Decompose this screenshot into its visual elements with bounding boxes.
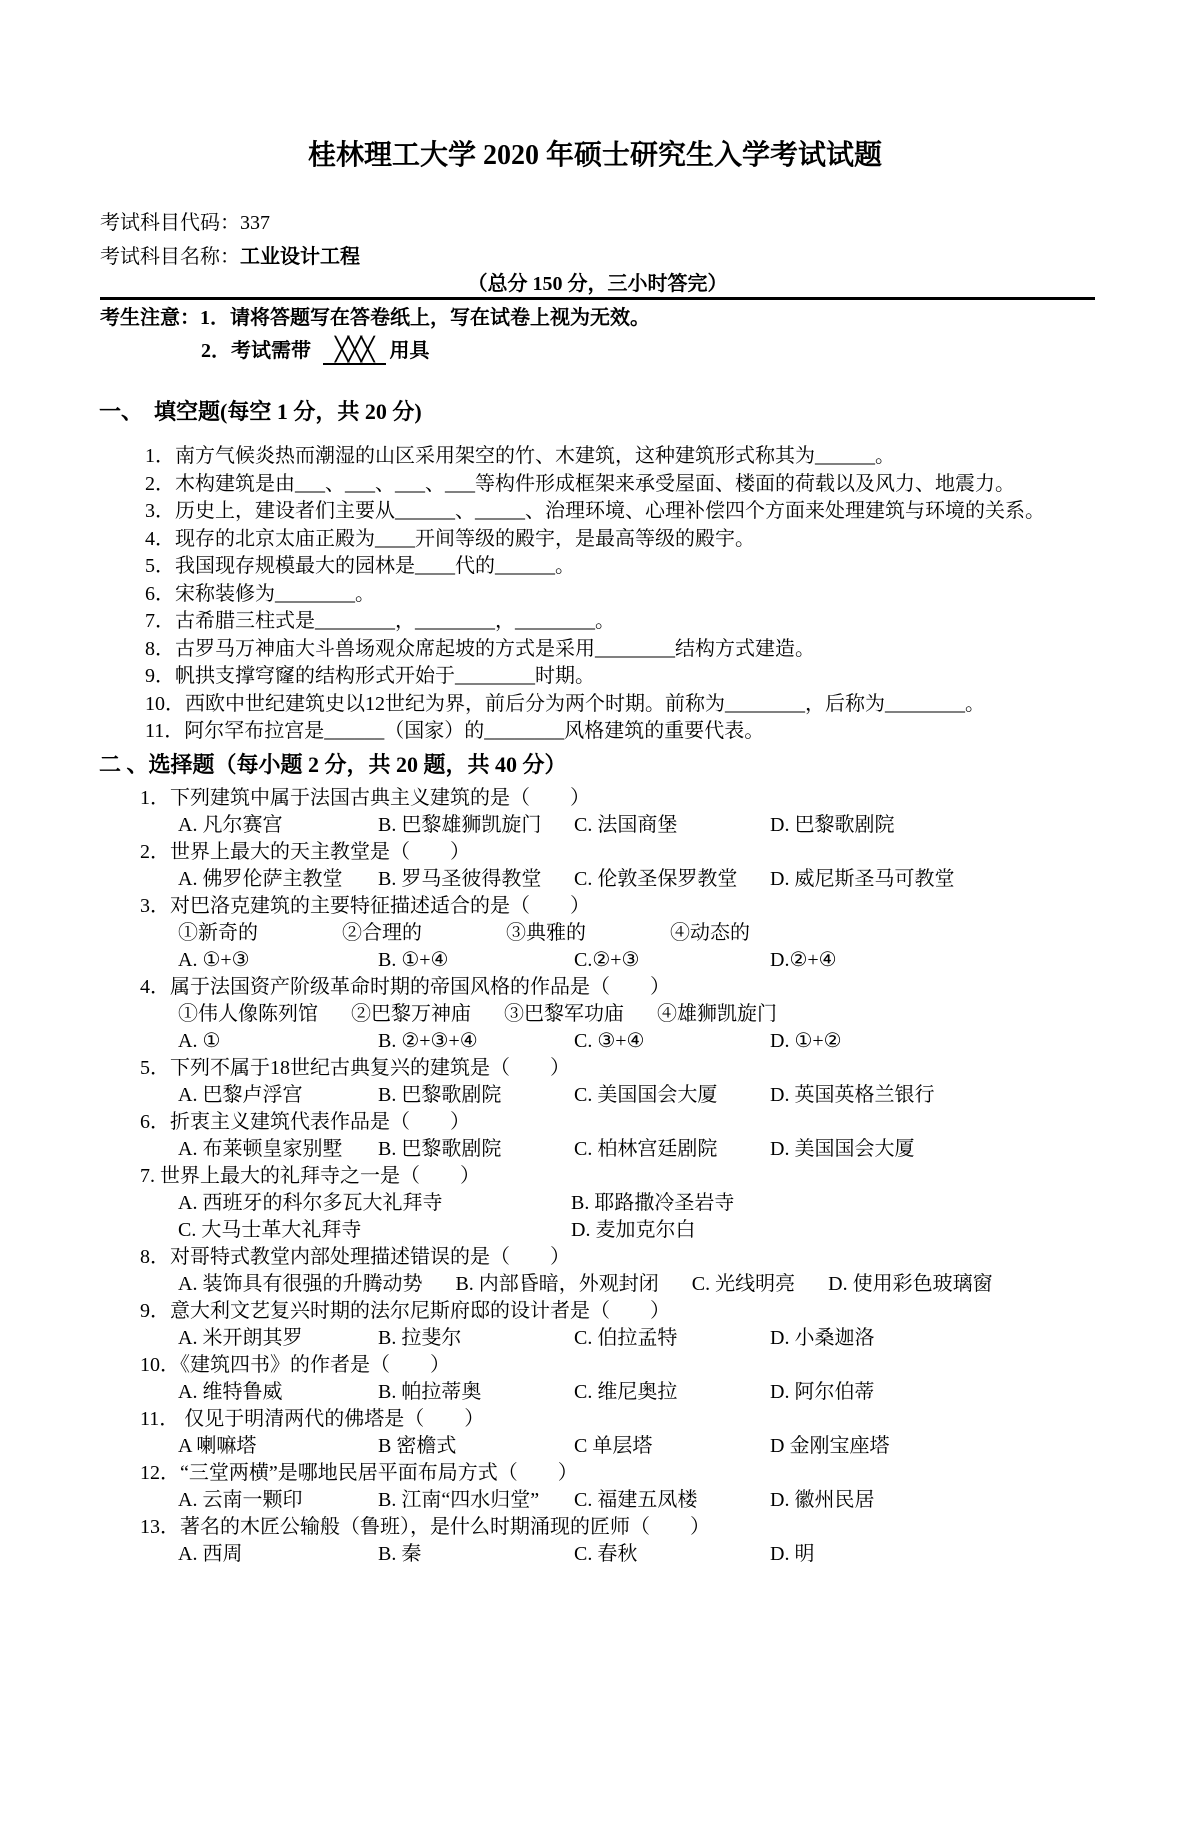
sub-option: ①伟人像陈列馆 [178, 1002, 318, 1025]
question-text: 5．下列不属于18世纪古典复兴的建筑是（ ） [140, 1056, 570, 1079]
question-options [178, 1379, 1190, 1406]
notice-2-prefix: 2．考试需带 [201, 340, 311, 362]
option: A. 维特鲁威 [178, 1380, 283, 1403]
subject-name-value: 工业设计工程 [240, 246, 360, 268]
option: D. 明 [770, 1542, 815, 1565]
notice-1-text: 1．请将答题写在答卷纸上，写在试卷上视为无效。 [200, 307, 650, 329]
option: B. 帕拉蒂奥 [378, 1380, 482, 1403]
sub-option: ①新奇的 [178, 921, 258, 944]
subject-code-label: 考试科目代码： [100, 212, 240, 234]
option: D. 小桑迦洛 [770, 1326, 875, 1349]
question-options [178, 866, 1190, 893]
option: B. 巴黎歌剧院 [378, 1137, 502, 1160]
fill-item: 4．现存的北京太庙正殿为____开间等级的殿宇，是最高等级的殿宇。 [145, 527, 755, 550]
subject-name-label: 考试科目名称： [100, 246, 240, 268]
question-text: 4．属于法国资产阶级革命时期的帝国风格的作品是（ ） [140, 975, 670, 998]
option: A. 云南一颗印 [178, 1488, 303, 1511]
notice-2-suffix: 用具 [389, 340, 430, 362]
option: C. 伦敦圣保罗教堂 [574, 867, 738, 890]
option: D. ①+② [770, 1029, 842, 1052]
question-text: 2．世界上最大的天主教堂是（ ） [140, 840, 470, 863]
fill-item: 8．古罗马万神庙大斗兽场观众席起坡的方式是采用________结构方式建造。 [145, 637, 815, 660]
page-title: 桂林理工大学 2020 年硕士研究生入学考试试题 [307, 140, 882, 171]
fill-item: 11．阿尔罕布拉宫是______（国家）的________风格建筑的重要代表。 [145, 720, 765, 742]
option: B. 罗马圣彼得教堂 [378, 867, 542, 890]
fill-item: 9．帆拱支撑穹窿的结构形式开始于________时期。 [145, 665, 595, 687]
option: C 单层塔 [574, 1434, 653, 1457]
option: B 密檐式 [378, 1434, 457, 1457]
option: C. 柏林宫廷剧院 [574, 1137, 718, 1160]
option: A. ① [178, 1029, 221, 1052]
option: C. ③+④ [574, 1029, 645, 1052]
question-text: 3．对巴洛克建筑的主要特征描述适合的是（ ） [140, 894, 590, 917]
sub-option: ④动态的 [670, 921, 750, 944]
fill-item: 10．西欧中世纪建筑史以12世纪为界，前后分为两个时期。前称为________，后称为________。 [145, 692, 985, 715]
sub-option: ③巴黎军功庙 [504, 1002, 624, 1025]
fill-items-list [145, 443, 1190, 746]
option: C. 光线明亮 [691, 1272, 796, 1295]
fill-item: 1．南方气候炎热而潮湿的山区采用架空的竹、木建筑，这种建筑形式称其为______。 [145, 445, 895, 467]
notice-line-2 [201, 337, 1190, 365]
option: C. 伯拉孟特 [574, 1326, 678, 1349]
notice-label: 考生注意： [100, 307, 200, 329]
option: A. ①+③ [178, 948, 250, 971]
question-options [178, 1082, 1190, 1109]
option: C. 维尼奥拉 [574, 1380, 678, 1403]
fill-item: 3．历史上，建设者们主要从______、_____、治理环境、心理补偿四个方面来处理建筑与环境的关系。 [145, 500, 1045, 522]
sub-option: ②巴黎万神庙 [351, 1002, 471, 1025]
question-sub-options [178, 1001, 1190, 1028]
fill-item: 5．我国现存规模最大的园林是____代的______。 [145, 555, 575, 577]
option: A. 巴黎卢浮宫 [178, 1083, 303, 1106]
question-text: 1．下列建筑中属于法国古典主义建筑的是（ ） [140, 786, 590, 809]
question-text: 12．“三堂两横”是哪地民居平面布局方式（ ） [140, 1461, 578, 1484]
option: D. 威尼斯圣马可教堂 [770, 867, 955, 890]
score-note-rule [100, 272, 1095, 300]
score-note: （总分 150 分，三小时答完） [467, 273, 728, 295]
sub-option: ④雄狮凯旋门 [657, 1002, 777, 1025]
option: A. 西周 [178, 1542, 243, 1565]
choice-section-heading: 二 、选择题（每小题 2 分，共 20 题，共 40 分） [99, 751, 567, 777]
option: A. 凡尔赛宫 [178, 813, 283, 836]
option: A. 西班牙的科尔多瓦大礼拜寺 [178, 1191, 443, 1214]
subject-code-value: 337 [240, 212, 270, 234]
option: B. 巴黎歌剧院 [378, 1083, 502, 1106]
fill-item: 7．古希腊三柱式是________，________，________。 [145, 610, 615, 632]
question-options [178, 1433, 1190, 1460]
option: A 喇嘛塔 [178, 1434, 257, 1457]
choice-questions-list [140, 785, 1190, 1568]
fill-item: 2．木构建筑是由___、___、___、___等构件形成框架来承受屋面、楼面的荷载以及风力、地震力。 [145, 472, 1015, 495]
question-options [178, 1190, 1190, 1244]
option: C.②+③ [574, 948, 640, 971]
option: B. ①+④ [378, 948, 449, 971]
question-options [178, 947, 1190, 974]
option: C. 春秋 [574, 1542, 638, 1565]
question-options [178, 1271, 1190, 1298]
subject-name-line [100, 244, 1190, 270]
question-text: 13．著名的木匠公输般（鲁班），是什么时期涌现的匠师（ ） [140, 1515, 710, 1538]
sub-option: ②合理的 [342, 921, 422, 944]
question-text: 11． 仅见于明清两代的佛塔是（ ） [140, 1407, 485, 1430]
question-options [178, 1325, 1190, 1352]
option: B. 秦 [378, 1542, 422, 1565]
option: D. 使用彩色玻璃窗 [828, 1272, 993, 1295]
subject-code-line [100, 210, 1190, 236]
option: B. 拉斐尔 [378, 1326, 462, 1349]
option: B. ②+③+④ [378, 1029, 478, 1052]
question-sub-options [178, 920, 1190, 947]
option: D. 巴黎歌剧院 [770, 813, 895, 836]
option: D 金刚宝座塔 [770, 1434, 890, 1457]
option: B. 江南“四水归堂” [378, 1488, 540, 1511]
option: D. 徽州民居 [770, 1488, 875, 1511]
option: C. 法国商堡 [574, 813, 678, 836]
question-options [178, 1541, 1190, 1568]
question-text: 8．对哥特式教堂内部处理描述错误的是（ ） [140, 1245, 570, 1268]
notice-line-1 [100, 305, 1190, 331]
option: C. 大马士革大礼拜寺 [178, 1218, 362, 1241]
option: D. 英国英格兰银行 [770, 1083, 935, 1106]
question-text: 6．折衷主义建筑代表作品是（ ） [140, 1110, 470, 1133]
fill-item: 6．宋称装修为________。 [145, 582, 375, 605]
option: A. 装饰具有很强的升腾动势 [178, 1272, 423, 1295]
option: C. 福建五凤楼 [574, 1488, 698, 1511]
question-text: 7. 世界上最大的礼拜寺之一是（ ） [140, 1164, 480, 1187]
crossed-out-mark: ╳╳╳ [323, 337, 386, 365]
option: C. 美国国会大厦 [574, 1083, 718, 1106]
option: A. 米开朗其罗 [178, 1326, 303, 1349]
question-options [178, 1487, 1190, 1514]
option: B. 巴黎雄狮凯旋门 [378, 813, 542, 836]
option: D. 阿尔伯蒂 [770, 1380, 875, 1403]
option: D. 麦加克尔白 [571, 1218, 696, 1241]
option: D. 美国国会大厦 [770, 1137, 915, 1160]
option: A. 布莱顿皇家别墅 [178, 1137, 343, 1160]
option: B. 耶路撒冷圣岩寺 [571, 1191, 735, 1214]
question-text: 10．《建筑四书》的作者是（ ） [140, 1353, 450, 1376]
sub-option: ③典雅的 [506, 921, 586, 944]
fill-section-heading: 一、 填空题(每空 1 分，共 20 分) [99, 399, 422, 424]
question-options [178, 1028, 1190, 1055]
option: D.②+④ [770, 948, 837, 971]
option: B. 内部昏暗，外观封闭 [455, 1272, 659, 1295]
question-options [178, 1136, 1190, 1163]
option: A. 佛罗伦萨主教堂 [178, 867, 343, 890]
question-text: 9．意大利文艺复兴时期的法尔尼斯府邸的设计者是（ ） [140, 1299, 670, 1322]
question-options [178, 812, 1190, 839]
